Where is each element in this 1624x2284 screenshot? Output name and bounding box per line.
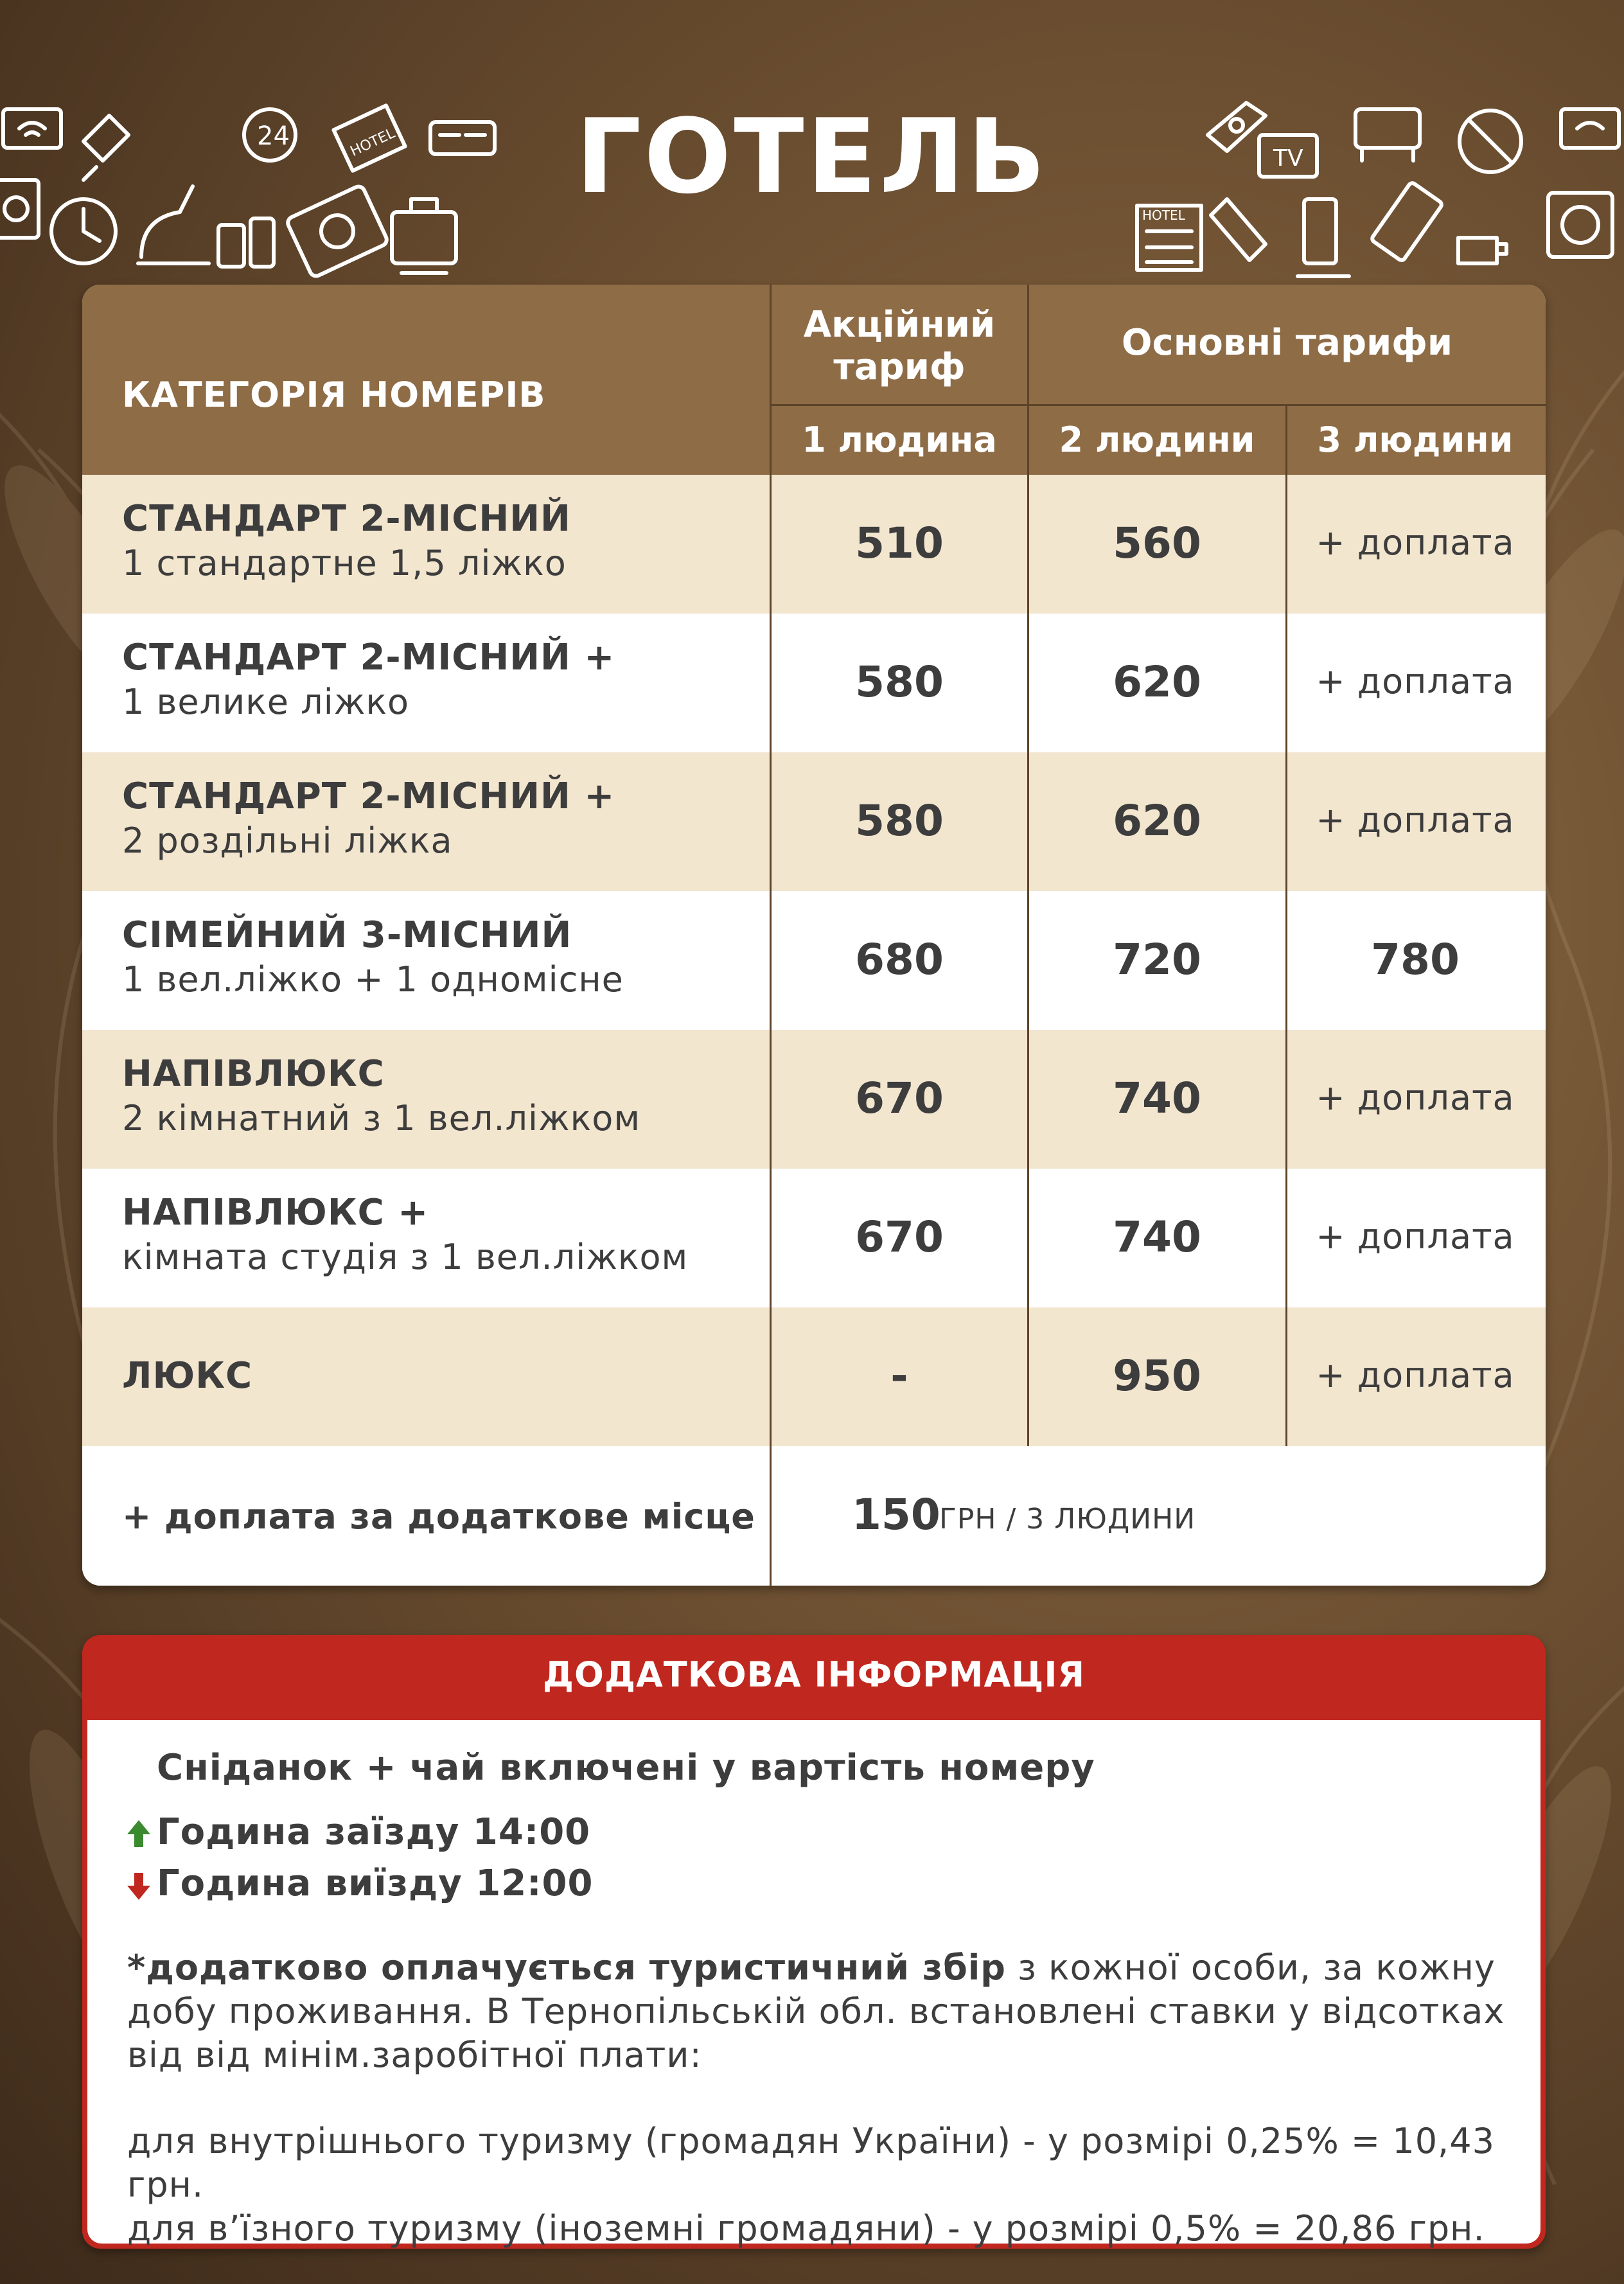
price-1-person: 680 <box>855 935 944 984</box>
arrow-down-icon <box>125 1870 153 1902</box>
header-1-person: 1 людина <box>802 420 997 460</box>
domestic-rate: для внутрішнього туризму (громадян України) - у розмірі 0,25% = 10,43 грн. <box>127 2121 1495 2205</box>
tourist-tax-note <box>127 1946 1528 2077</box>
price-3-persons: + доплата <box>1316 1077 1515 1118</box>
additional-info <box>82 1635 1546 2249</box>
extra-bed-price: 150 <box>852 1490 940 1539</box>
header-3-persons: 3 людини <box>1317 420 1514 460</box>
room-desc: 1 велике ліжко <box>122 682 410 722</box>
svg-text:HOTEL: HOTEL <box>348 125 398 160</box>
extra-bed-row <box>82 1446 1546 1586</box>
extra-bed-unit: ГРН / 3 ЛЮДИНИ <box>939 1503 1196 1536</box>
price-1-person: 580 <box>855 657 944 707</box>
header-promo-line1: Акційний <box>803 304 996 346</box>
table-row <box>82 475 1546 614</box>
column-divider <box>1027 285 1029 1446</box>
breakfast-info: Сніданок + чай включені у вартість номеру <box>157 1747 1095 1789</box>
table-header <box>82 285 1546 475</box>
price-3-persons: + доплата <box>1316 522 1515 563</box>
header <box>0 39 1624 251</box>
table-row <box>82 891 1546 1030</box>
room-name: СТАНДАРТ 2-МІСНИЙ + <box>122 775 615 817</box>
info-title: ДОДАТКОВА ІНФОРМАЦІЯ <box>542 1654 1086 1695</box>
page-title: ГОТЕЛЬ <box>576 96 1048 217</box>
room-name: НАПІВЛЮКС <box>122 1053 385 1095</box>
price-2-persons: 740 <box>1113 1212 1201 1262</box>
tax-rates <box>127 2120 1528 2249</box>
tax-note-bold: *додатково оплачується туристичний збір <box>127 1947 1006 1988</box>
tax-note-rest: з кожної особи, за кожну <box>1005 1947 1496 1988</box>
table-row <box>82 752 1546 891</box>
table-row <box>82 1307 1546 1446</box>
checkout-time: Година виїзду 12:00 <box>157 1863 594 1904</box>
room-name: ЛЮКС <box>122 1355 253 1397</box>
price-2-persons: 560 <box>1113 518 1201 568</box>
price-2-persons: 950 <box>1113 1351 1201 1401</box>
header-divider <box>770 404 1546 406</box>
price-1-person: 510 <box>855 518 944 568</box>
svg-text:TV: TV <box>1273 145 1303 172</box>
price-3-persons: + доплата <box>1316 1216 1515 1257</box>
tax-note-line2: добу проживання. В Тернопільській обл. встановлені ставки у відсотках <box>127 1991 1505 2032</box>
price-2-persons: 720 <box>1113 935 1201 984</box>
price-3-persons: + доплата <box>1316 800 1515 840</box>
price-2-persons: 740 <box>1113 1074 1201 1123</box>
room-desc: 2 кімнатний з 1 вел.ліжком <box>122 1098 641 1138</box>
info-body <box>87 1720 1540 2249</box>
column-divider <box>770 285 772 1586</box>
price-2-persons: 620 <box>1113 796 1201 845</box>
room-name: НАПІВЛЮКС + <box>122 1192 429 1234</box>
room-desc: 2 роздільні ліжка <box>122 820 453 861</box>
price-3-persons: + доплата <box>1316 1355 1515 1395</box>
table-row <box>82 1030 1546 1169</box>
svg-text:HOTEL: HOTEL <box>1142 208 1185 223</box>
svg-text:24: 24 <box>257 121 290 151</box>
room-desc: 1 стандартне 1,5 ліжко <box>122 543 567 583</box>
tax-note-line3: від від мінім.заробітної плати: <box>127 2035 702 2075</box>
inbound-rate: для в’їзного туризму (іноземні громадяни) - у розмірі 0,5% = 20,86 грн. <box>127 2208 1485 2249</box>
arrow-up-icon <box>125 1818 153 1850</box>
header-category: КАТЕГОРІЯ НОМЕРІВ <box>122 375 546 415</box>
table-row <box>82 1169 1546 1307</box>
column-divider <box>1285 404 1287 1446</box>
header-promo-line2: тариф <box>833 346 966 388</box>
room-name: СТАНДАРТ 2-МІСНИЙ <box>122 498 571 540</box>
hotel-icons-right <box>1131 96 1624 289</box>
room-name: СІМЕЙНИЙ 3-МІСНИЙ <box>122 914 572 956</box>
checkin-time: Година заїзду 14:00 <box>157 1811 591 1853</box>
price-table <box>82 285 1546 1586</box>
price-1-person: 580 <box>855 796 944 845</box>
header-promo <box>771 304 1028 389</box>
header-main-tariffs: Основні тарифи <box>1121 322 1453 364</box>
header-2-persons: 2 людини <box>1059 420 1255 460</box>
price-1-person: - <box>890 1351 908 1401</box>
room-desc: кімната студія з 1 вел.ліжком <box>122 1237 689 1277</box>
room-name: СТАНДАРТ 2-МІСНИЙ + <box>122 637 615 678</box>
extra-bed-label: + доплата за додаткове місце <box>122 1496 755 1537</box>
price-3-persons: + доплата <box>1316 661 1515 702</box>
room-desc: 1 вел.ліжко + 1 одномісне <box>122 959 624 1000</box>
table-row <box>82 614 1546 752</box>
price-2-persons: 620 <box>1113 657 1201 707</box>
price-3-persons: 780 <box>1371 935 1460 984</box>
price-1-person: 670 <box>855 1212 944 1262</box>
price-1-person: 670 <box>855 1074 944 1123</box>
